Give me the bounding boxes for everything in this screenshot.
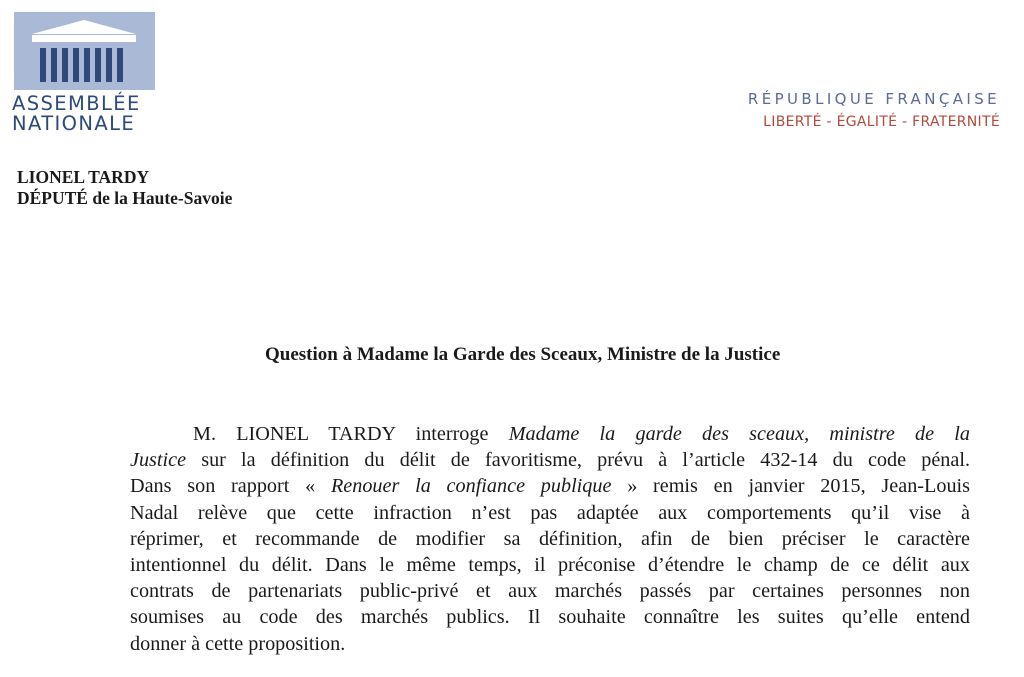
body-text-segment: sur la définition du délit de favoritisme, prévu à l’article 432-14 du code pénal. (186, 449, 970, 472)
author-block (17, 167, 232, 209)
body-text-segment: M. LIONEL TARDY interroge (193, 423, 509, 445)
question-heading: Question à Madame la Garde des Sceaux, Ministre de la Justice (265, 344, 781, 365)
republique-title: RÉPUBLIQUE FRANÇAISE (747, 90, 1000, 108)
body-line (130, 473, 970, 499)
body-text-segment: intentionnel du délit. Dans le même temps, il préconise d’étendre le champ de ce délit aux (130, 553, 970, 576)
body-line (130, 447, 970, 473)
body-text-segment: Dans son rapport « (130, 475, 331, 498)
republique-motto: LIBERTÉ - ÉGALITÉ - FRATERNITÉ (763, 114, 1000, 130)
assemblee-nationale-logo (12, 12, 157, 134)
body-text-segment: » remis en janvier 2015, Jean-Louis (611, 475, 971, 498)
assemblee-nationale-emblem-icon (14, 12, 155, 90)
body-text-italic: Madame la garde des sceaux, ministre de la (508, 423, 970, 445)
body-text-segment: Nadal relève que cette infraction n’est pas adaptée aux comportements qu’il vise à (130, 501, 970, 524)
body-text-segment: donner à cette proposition. (130, 632, 346, 655)
republique-francaise-header (748, 90, 1000, 131)
author-title: DÉPUTÉ de la Haute-Savoie (17, 188, 233, 208)
logo-line-1: ASSEMBLÉE (12, 92, 141, 115)
body-text-segment: réprimer, et recommande de modifier sa définition, afin de bien préciser le caractère (130, 527, 970, 550)
question-body (130, 421, 970, 657)
body-text-segment: soumises au code des marchés publics. Il souhaite connaître les suites qu’elle entend (130, 606, 970, 629)
body-text-italic: Justice (130, 449, 187, 472)
body-text-segment: contrats de partenariats public-privé et aux marchés passés par certaines personnes non (130, 580, 970, 603)
body-text-italic: Renouer la confiance publique (330, 475, 612, 498)
logo-line-2: NATIONALE (12, 112, 136, 135)
body-line (130, 526, 970, 552)
body-line (130, 500, 970, 526)
body-line (130, 552, 970, 578)
author-name: LIONEL TARDY (17, 167, 150, 187)
body-line (130, 578, 970, 604)
body-line (130, 604, 970, 630)
body-line (130, 421, 970, 447)
body-line (130, 631, 970, 657)
